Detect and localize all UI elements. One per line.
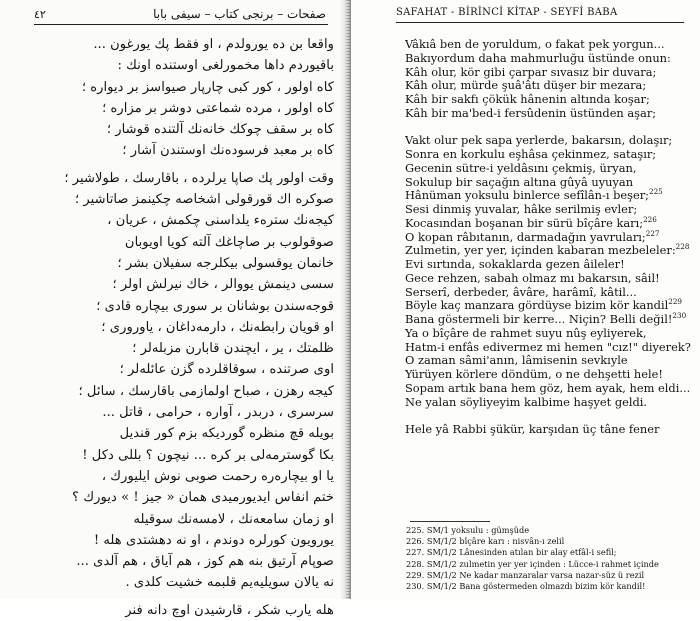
verse-text: Ya o bîçâre de rahmet suyu nûş eyliyerek, (405, 325, 647, 340)
ottoman-verse-line: بویله قچ منظره گوردیکه بزم کور قندیل (119, 426, 334, 442)
right-running-title: SAFAHAT - BİRİNCİ KİTAP - SEYFİ BABA (396, 7, 618, 18)
ottoman-verse-line: یا او بیچاره‌ره رحمت صوبی نوش ایلیورك ، (101, 468, 334, 484)
verse-line (405, 38, 695, 52)
verse-text: Gece rehzen, sabah olmaz mı bakarsın, sâil! (405, 270, 660, 285)
verse-line (405, 341, 695, 355)
verse-text: Zulmetin, yer yer, içinden kabaran mezbeleler: (405, 243, 676, 258)
ottoman-verse-line: کاه اولور ، مرده شماعتی دوشر بر مزاره ؛ (102, 100, 334, 116)
verse-line (405, 52, 695, 66)
verse-line (405, 396, 695, 410)
footnote: 225. SM/1 yoksulu : gümşüde (406, 525, 530, 535)
verse-text: Kâh olur, kör gibi çarpar sıvasız bir duvara; (405, 64, 657, 79)
verse-line (405, 93, 695, 107)
footnote: 230. SM/1/2 Bana göstermeden olmazdı bizim kör kandil! (406, 580, 646, 591)
left-page-number: ٤٢ (34, 9, 46, 21)
left-poem-body (28, 34, 334, 621)
verse-text: O kopan râbıtanın, darmadağın yavruları; (405, 229, 646, 244)
footnote: 226. SM/1/2 bîçâre karı : nisvân-ı zelil (406, 536, 565, 547)
left-page-header (34, 8, 326, 22)
footnotes (406, 525, 696, 592)
right-header-rule (396, 22, 684, 23)
verse-text: Bana göstermeli bir kerre... Niçin? Belli değil! (405, 312, 673, 326)
verse-text: Vâkıâ ben de yoruldum, o fakat pek yorgun... (405, 37, 665, 51)
verse-line (405, 134, 695, 148)
verse-text: Kocasından boşanan bir sürü bîçâre karı; (405, 215, 644, 230)
verse-text: Serserî, derbeder, âvâre, harâmî, kâtil... (405, 284, 637, 299)
verse-text: Gecenin sütre-i yeldâsını çekmiş, üryan, (405, 160, 637, 175)
left-page-ottoman (0, 0, 349, 618)
ottoman-verse-line: او زمان سامعه‌نك ، لامسه‌نك سوقیله (133, 511, 334, 527)
ottoman-verse-line: وقت اولور پك صاپا یرلرده ، باقارسك ، طولاشیر ؛ (64, 170, 334, 186)
ottoman-verse-line: قوجه‌سندن بوشانان بر سوری بیچاره قادی ؛ (96, 298, 334, 314)
verse-text: Hele yâ Rabbi şükür, karşıdan üç tâne fener (405, 422, 660, 436)
ottoman-verse-line: اوی صرتنده ، سوقاقلرده گزن عائله‌لر ؛ (119, 362, 334, 378)
footnote-marker: 229 (668, 297, 682, 307)
verse-text: Kâh olur, mürde şuâ'âtı düşer bir mezara; (405, 78, 647, 93)
verse-text: Böyle kaç manzara gördüyse bizim kör kandil (405, 298, 669, 313)
verse-text: Hatm-i enfâs edivermez mi hemen "cız!" diyerek? (405, 339, 691, 354)
verse-text: Sesi dinmiş yuvalar, hâke serilmiş evler; (405, 202, 638, 216)
footnote-marker: 225 (649, 187, 663, 197)
verse-text: Kâh bir sakfı çökük hânenin altında koşar; (405, 92, 650, 106)
ottoman-verse-line: باقیوردم داها مخمورلغی اوستنده اونك : (117, 58, 334, 74)
ottoman-verse-line: صوکره اك قورقولی اشخاصه چکینمز صاتاشیر ؛ (75, 192, 334, 208)
verse-text: Sonra en korkulu eşhâsa çekinmez, sataşır; (405, 147, 657, 161)
footnote: 227. SM/1/2 Lânesinden atılan bir alay etfâl-i sefil; (406, 547, 617, 558)
verse-line (405, 66, 695, 80)
stanza-gap (405, 409, 695, 423)
verse-text: Sokulup bir saçağın altına gûyâ uyuyan (405, 174, 634, 189)
footnote-marker: 227 (645, 228, 660, 238)
ottoman-verse-line: سرسری ، دربدر ، آواره ، حرامی ، قاتل ... (102, 405, 334, 421)
verse-line (405, 244, 695, 258)
ottoman-verse-line: کاه بر سقف چوکك خانه‌نك آلتنده قوشار ؛ (106, 122, 334, 138)
ottoman-verse-line: ختم انفاس ایدیورمیدی همان « جیز ! » دیورك ؟ (72, 490, 334, 506)
ottoman-verse-line: او قویان رابطه‌نك ، دارمه‌داغان ، یاوروری ؛ (101, 319, 334, 335)
verse-text: Yürüyen körlere döndüm, o ne dehşetti hele! (405, 367, 663, 381)
footnote: 228. SM/1/2 zulmetin yer yer içinden : Lücce-i rahmet içinde (406, 558, 659, 569)
verse-text: Vakt olur pek sapa yerlerde, bakarsın, dolaşır; (405, 133, 673, 148)
verse-line (405, 107, 695, 121)
stanza-gap (405, 121, 695, 135)
verse-line (405, 79, 695, 93)
ottoman-verse-line: کیجه‌نك ستره‌ء یلداسنی چکمش ، عریان ، (107, 213, 334, 229)
ottoman-verse-line: هله یارب شکر ، قارشیدن اوچ دانه فنر (125, 602, 334, 618)
left-running-title: صفحات – برنجی کتاب – سیفی بابا (153, 7, 326, 21)
ottoman-verse-line: کیجه رهزن ، صباح اولمازمی باقارسك ، سائل ؛ (78, 383, 334, 399)
ottoman-verse-line: نه یالان سویلیه‌یم قلبمه خشیت کلدی . (125, 575, 334, 591)
ottoman-verse-line: واقعا بن ده یورولدم ، او فقط پك یورغون ... (93, 37, 334, 52)
footnote-marker: 230 (672, 311, 687, 321)
right-poem-body (405, 38, 695, 437)
verse-line (405, 423, 695, 437)
footnote: 229. SM/1/2 Ne kadar manzaralar varsa nazar-süz ü rezil (406, 569, 645, 580)
ottoman-verse-line: ظلمتك ، یر ، ایچندن قابارن مزبله‌لر ؛ (132, 341, 334, 357)
ottoman-verse-line: خانمان یوقسولی بیکلرجه سفیلان بشر ؛ (117, 255, 334, 271)
verse-text: Hânüman yoksulu binlerce sefîlân-ı beşer; (405, 188, 649, 203)
verse-line (405, 299, 695, 313)
verse-text: Bakıyordum daha mahmurluğu üstünde onun: (405, 50, 671, 65)
footnote-separator (410, 521, 490, 522)
ottoman-verse-line: کاه اولور ، کور کبی چارپار صیواسز بر دیواره ؛ (81, 79, 334, 95)
verse-text: Sopam artık bana hem göz, hem ayak, hem eldi... (405, 380, 691, 395)
verse-text: Evi sırtında, sokaklarda gezen âileler! (405, 257, 625, 271)
footnote-marker: 228 (675, 242, 690, 252)
verse-line (405, 258, 695, 272)
verse-line (405, 148, 695, 162)
verse-text: O zaman sâmi'anın, lâmisenin sevkıyle (405, 353, 628, 368)
ottoman-verse-line: کاه بر معبد فرسوده‌نك اوستندن آشار ؛ (122, 143, 334, 159)
ottoman-verse-line: سسی دینمش یووالر ، خاك نیرلش اولر ؛ (112, 277, 334, 293)
verse-text: Kâh bir ma'bed-i fersûdenin üstünden aşar; (405, 105, 657, 120)
ottoman-verse-line: یورویون کورلره دوندم ، او نه دهشتدی هله ! (93, 532, 334, 548)
ottoman-verse-line: صوقولوب بر صاچاغك آلته کویا اویوبان (124, 234, 334, 250)
ottoman-verse-line: بکا گوسترمه‌لی بر کره ... نیچون ؟ بللی دکل ! (82, 447, 334, 463)
left-header-rule (34, 24, 328, 25)
verse-line (405, 189, 695, 203)
verse-line (405, 354, 695, 368)
verse-line (405, 313, 695, 327)
verse-line (405, 327, 695, 341)
verse-line (405, 382, 695, 396)
ottoman-verse-line: صوپام آرتیق بنه هم کوز ، هم آیاق ، هم آلدی ... (76, 554, 334, 570)
verse-line (405, 162, 695, 176)
verse-line (405, 272, 695, 286)
verse-text: Ne yalan söyliyeyim kalbime haşyet geldi. (405, 394, 648, 409)
verse-line (405, 368, 695, 382)
right-page-header (396, 7, 696, 21)
footnote-marker: 226 (643, 214, 657, 224)
